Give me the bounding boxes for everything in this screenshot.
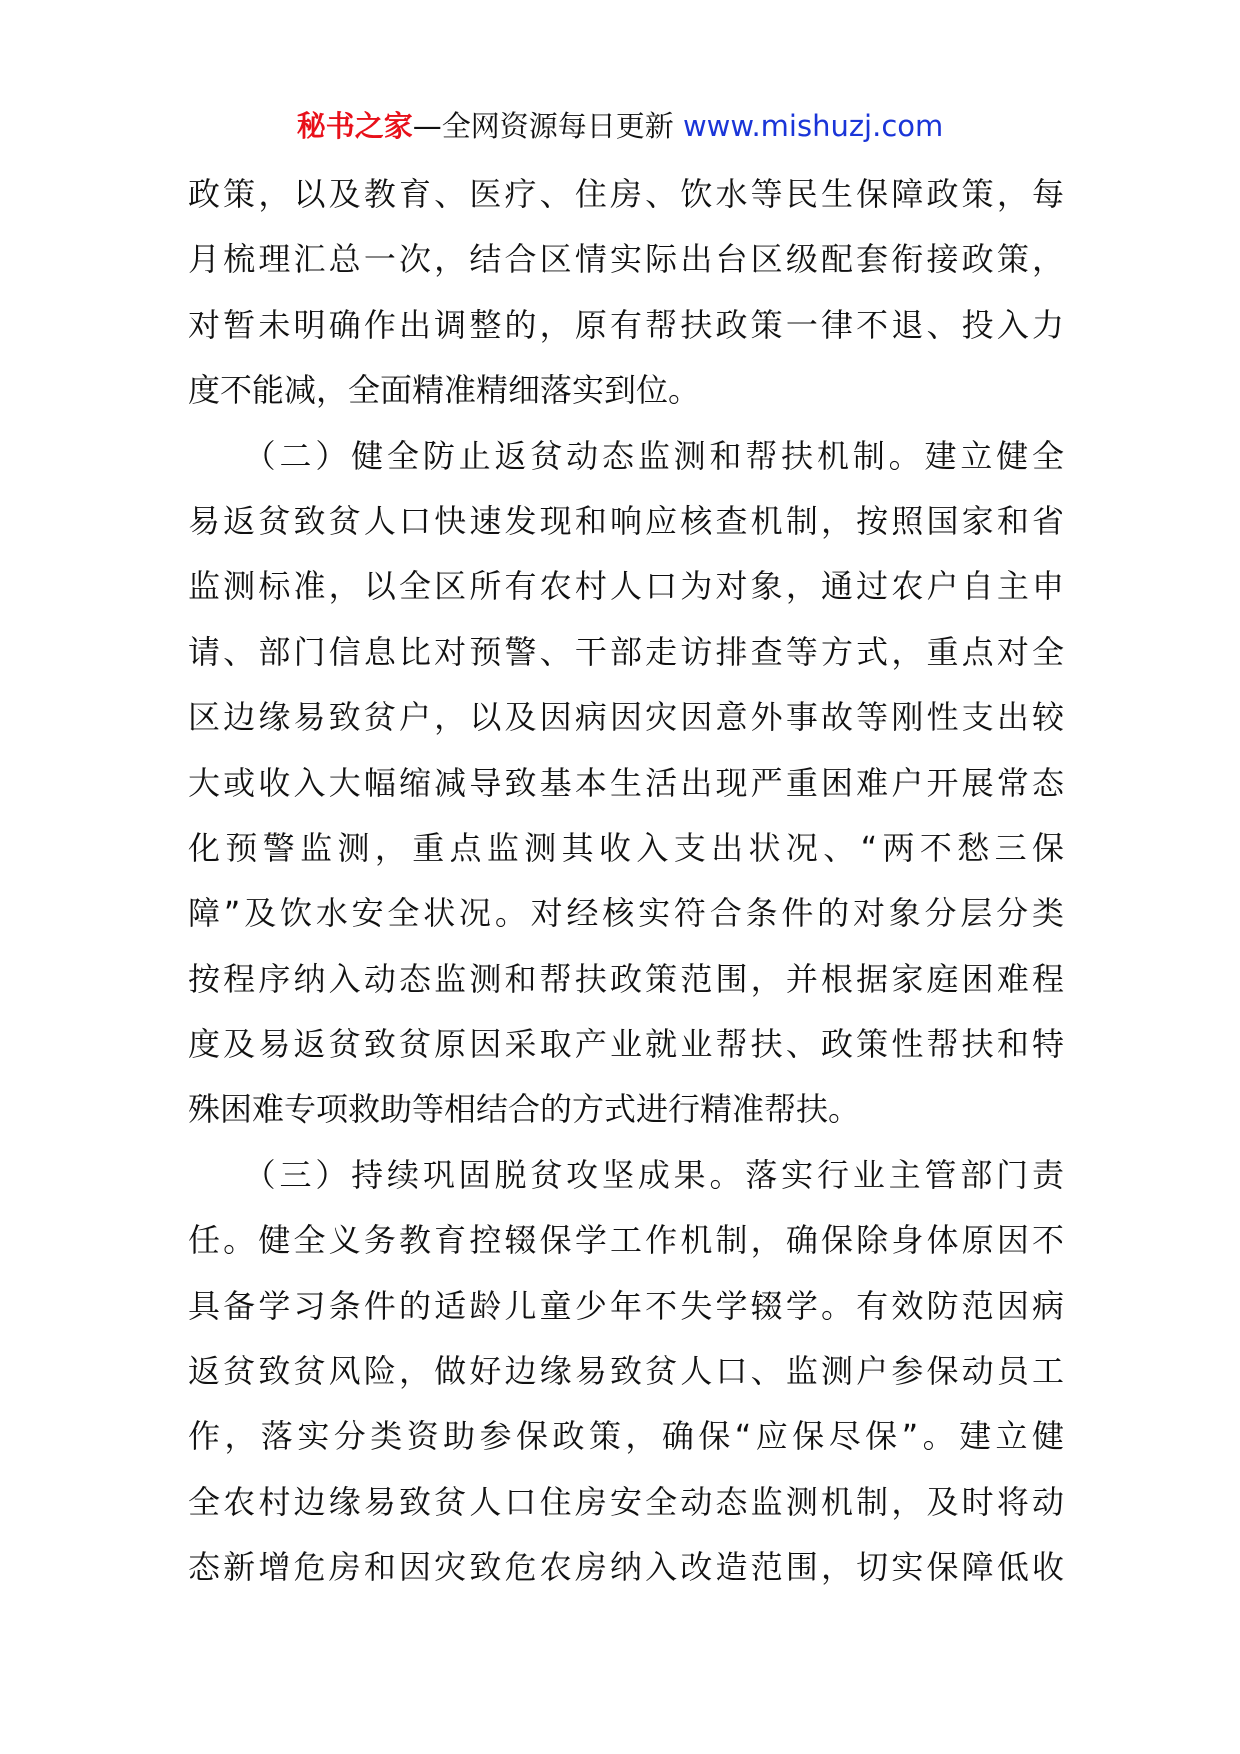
text-line: 请、部门信息比对预警、干部走访排查等方式，重点对全: [188, 632, 1064, 671]
text-line: （三）持续巩固脱贫攻坚成果。落实行业主管部门责: [188, 1155, 1064, 1194]
text-line: 政策，以及教育、医疗、住房、饮水等民生保障政策，每: [188, 175, 1064, 213]
text-line: （二）健全防止返贫动态监测和帮扶机制。建立健全: [188, 436, 1064, 475]
text-line: 任。健全义务教育控辍保学工作机制，确保除身体原因不: [188, 1221, 1064, 1260]
text-line: 度及易返贫致贫原因采取产业就业帮扶、政策性帮扶和特: [188, 1025, 1064, 1064]
text-line: 大或收入大幅缩减导致基本生活出现严重困难户开展常态: [188, 763, 1064, 802]
text-line: 态新增危房和因灾致危农房纳入改造范围，切实保障低收: [188, 1548, 1064, 1587]
text-line: 殊困难专项救助等相结合的方式进行精准帮扶。: [188, 1090, 861, 1129]
paragraph-2: [188, 424, 1064, 1143]
paragraph-1: [188, 162, 1064, 424]
text-line: 具备学习条件的适龄儿童少年不失学辍学。有效防范因病: [188, 1286, 1064, 1325]
text-line: 全农村边缘易致贫人口住房安全动态监测机制，及时将动: [188, 1482, 1064, 1521]
header-tagline: —全网资源每日更新: [412, 109, 683, 143]
document-body: [188, 162, 1064, 1601]
text-line: 对暂未明确作出调整的，原有帮扶政策一律不退、投入力: [188, 305, 1064, 344]
page-header: [0, 104, 1240, 148]
text-line: 作，落实分类资助参保政策，确保“应保尽保”。建立健: [188, 1417, 1064, 1456]
site-url-link[interactable]: www.mishuzj.com: [682, 109, 944, 143]
text-line: 度不能减，全面精准精细落实到位。: [188, 371, 701, 410]
text-line: 返贫致贫风险，做好边缘易致贫人口、监测户参保动员工: [188, 1352, 1064, 1391]
text-line: 月梳理汇总一次，结合区情实际出台区级配套衔接政策，: [188, 240, 1064, 279]
text-line: 监测标准，以全区所有农村人口为对象，通过农户自主申: [188, 567, 1064, 606]
text-line: 易返贫致贫人口快速发现和响应核查机制，按照国家和省: [188, 501, 1064, 540]
text-line: 区边缘易致贫户，以及因病因灾因意外事故等刚性支出较: [188, 698, 1064, 737]
text-line: 按程序纳入动态监测和帮扶政策范围，并根据家庭困难程: [188, 959, 1064, 998]
text-line: 障”及饮水安全状况。对经核实符合条件的对象分层分类: [188, 894, 1064, 933]
brand-name: 秘书之家: [296, 109, 413, 143]
paragraph-3: [188, 1143, 1064, 1601]
text-line: 化预警监测，重点监测其收入支出状况、“两不愁三保: [188, 828, 1064, 867]
